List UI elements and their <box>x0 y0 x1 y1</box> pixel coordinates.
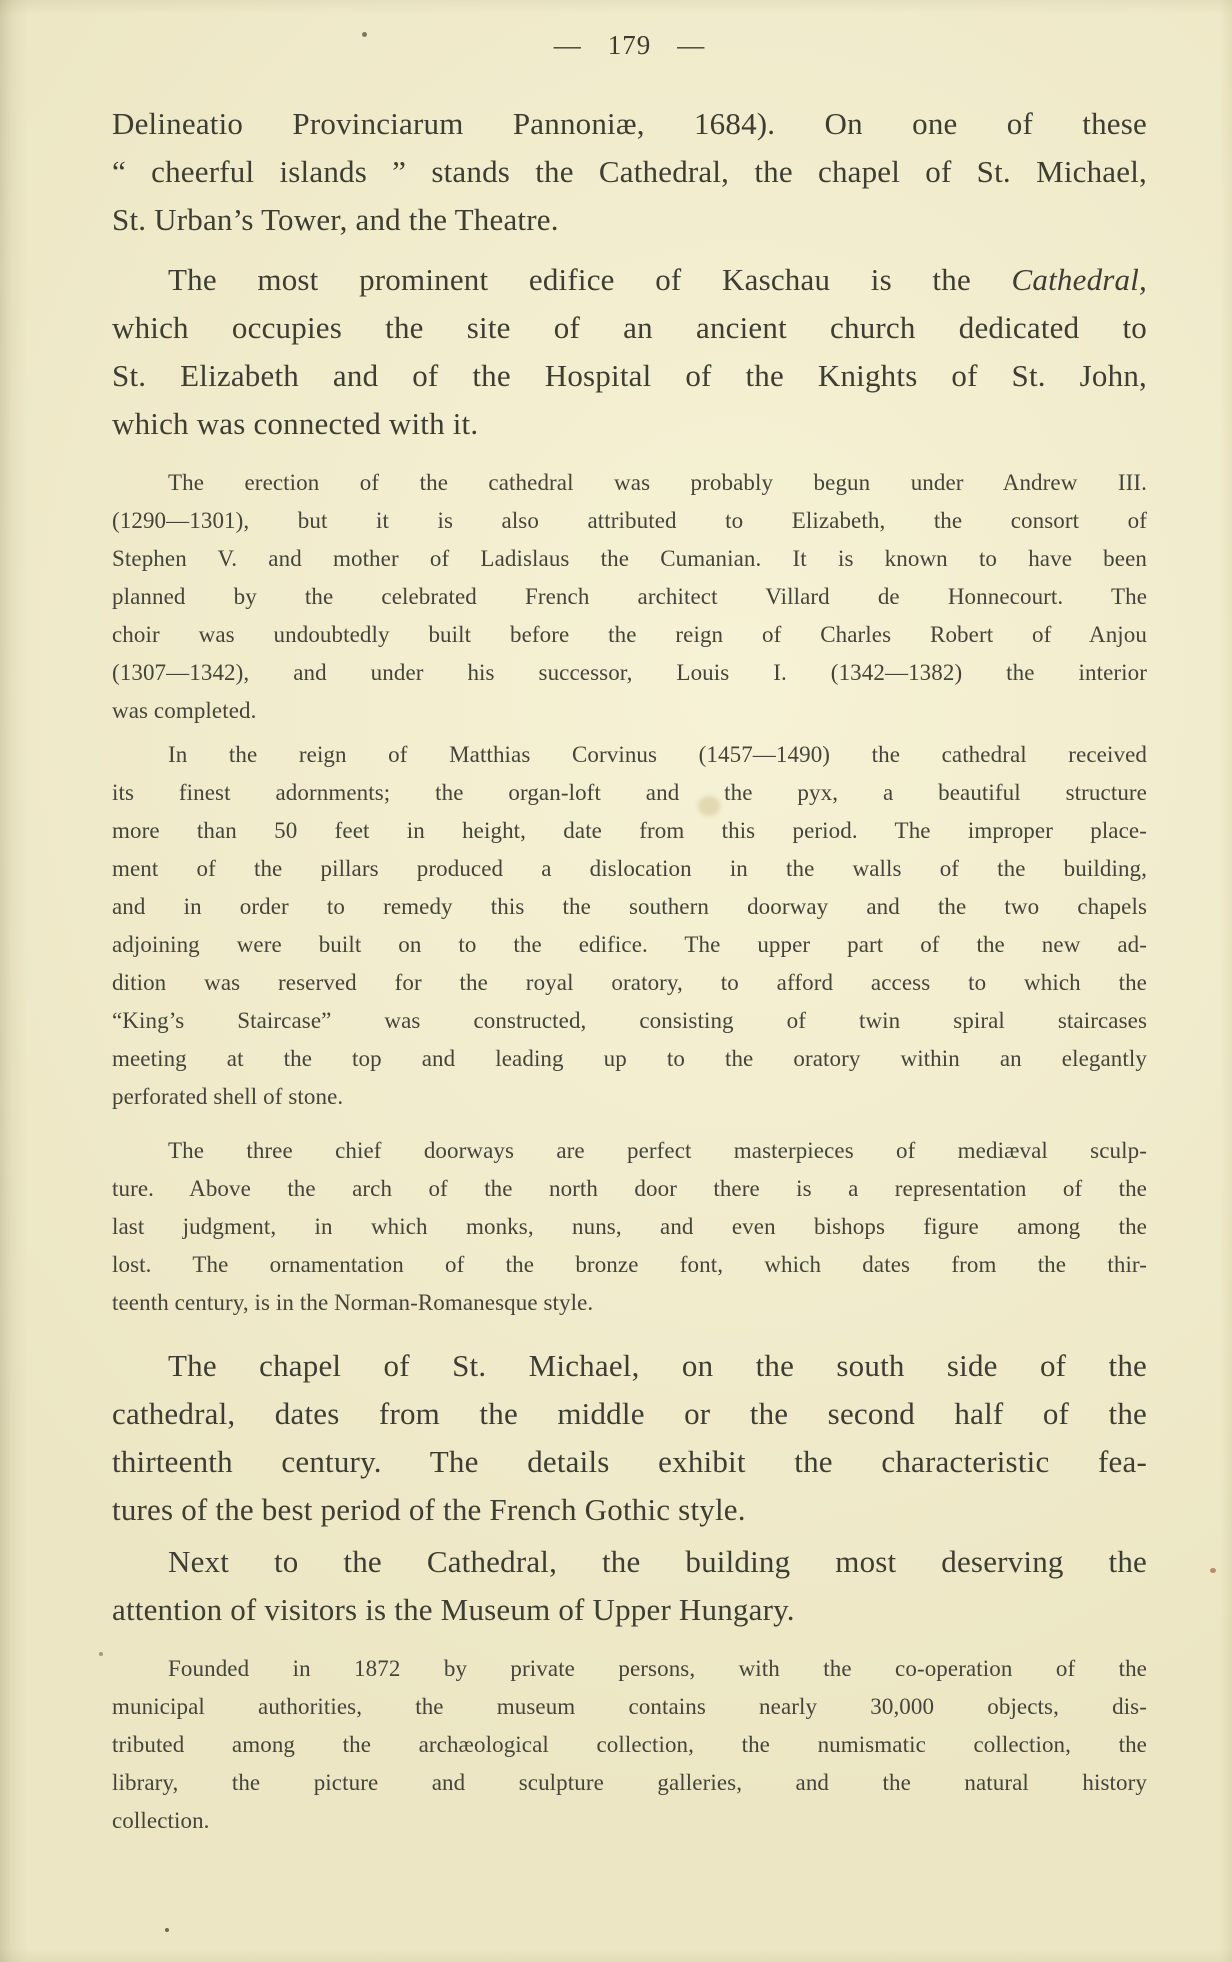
text-line: adjoining were built on to the edifice. The upper part of the new ad- <box>112 932 1147 957</box>
text-line: attention of visitors is the Museum of Upper Hungary. <box>112 1592 795 1627</box>
paragraph <box>112 736 1147 1116</box>
text-line: The three chief doorways are perfect masterpieces of mediæval sculp- <box>168 1138 1147 1163</box>
text-line: municipal authorities, the museum contains nearly 30,000 objects, dis- <box>112 1694 1147 1719</box>
page-number: 179 <box>607 30 652 60</box>
text-line: Founded in 1872 by private persons, with the co-operation of the <box>168 1656 1147 1681</box>
text-segment: The most prominent edifice of Kaschau is the <box>168 262 1012 297</box>
paragraph <box>112 256 1147 448</box>
text-line: which occupies the site of an ancient church dedicated to <box>112 310 1147 345</box>
text-line: tures of the best period of the French Gothic style. <box>112 1492 746 1527</box>
text-line: teenth century, is in the Norman-Romanesque style. <box>112 1290 594 1315</box>
paragraph <box>112 1650 1147 1840</box>
text-line: (1290—1301), but it is also attributed to Elizabeth, the consort of <box>112 508 1147 533</box>
text-line: ment of the pillars produced a dislocation in the walls of the building, <box>112 856 1147 881</box>
text-line: Delineatio Provinciarum Pannoniæ, 1684). On one of these <box>112 106 1147 141</box>
text-line: library, the picture and sculpture galleries, and the natural history <box>112 1770 1147 1795</box>
text-line: which was connected with it. <box>112 406 479 441</box>
text-line: dition was reserved for the royal oratory, to afford access to which the <box>112 970 1147 995</box>
scan-speck <box>1210 1568 1216 1573</box>
text-line: choir was undoubtedly built before the reign of Charles Robert of Anjou <box>112 622 1147 647</box>
text-line: and in order to remedy this the southern doorway and the two chapels <box>112 894 1147 919</box>
text-line: lost. The ornamentation of the bronze font, which dates from the thir- <box>112 1252 1147 1277</box>
text-line: The erection of the cathedral was probably begun under Andrew III. <box>168 470 1147 495</box>
text-line: perforated shell of stone. <box>112 1084 344 1109</box>
text-line: its finest adornments; the organ-loft and the pyx, a beautiful structure <box>112 780 1147 805</box>
text-line: thirteenth century. The details exhibit the characteristic fea- <box>112 1444 1147 1479</box>
header-dash-right: — <box>677 30 706 60</box>
text-line: The chapel of St. Michael, on the south side of the <box>168 1348 1147 1383</box>
paragraph <box>112 1538 1147 1634</box>
text-line: collection. <box>112 1808 210 1833</box>
text-line: “ cheerful islands ” stands the Cathedral, the chapel of St. Michael, <box>112 154 1147 189</box>
text-line <box>112 256 1147 304</box>
text-line: cathedral, dates from the middle or the second half of the <box>112 1396 1147 1431</box>
paragraph <box>112 1342 1147 1534</box>
text-line: planned by the celebrated French architect Villard de Honnecourt. The <box>112 584 1147 609</box>
paragraph <box>112 1132 1147 1322</box>
text-line: last judgment, in which monks, nuns, and even bishops figure among the <box>112 1214 1147 1239</box>
text-block <box>112 100 1147 1840</box>
text-line: tributed among the archæological collection, the numismatic collection, the <box>112 1732 1147 1757</box>
text-line: Stephen V. and mother of Ladislaus the Cumanian. It is known to have been <box>112 546 1147 571</box>
text-line: St. Elizabeth and of the Hospital of the Knights of St. John, <box>112 358 1147 393</box>
text-segment-italic: Cathedral, <box>1011 262 1147 297</box>
text-line: “King’s Staircase” was constructed, consisting of twin spiral staircases <box>112 1008 1147 1033</box>
text-line: ture. Above the arch of the north door there is a representation of the <box>112 1176 1147 1201</box>
text-line: was completed. <box>112 698 257 723</box>
scan-speck <box>165 1928 169 1932</box>
paragraph <box>112 100 1147 244</box>
text-line: In the reign of Matthias Corvinus (1457—1490) the cathedral received <box>168 742 1147 767</box>
text-line: St. Urban’s Tower, and the Theatre. <box>112 202 559 237</box>
paragraph <box>112 464 1147 730</box>
text-line: meeting at the top and leading up to the oratory within an elegantly <box>112 1046 1147 1071</box>
page-header <box>112 30 1147 61</box>
scan-speck <box>99 1652 103 1656</box>
text-line: Next to the Cathedral, the building most deserving the <box>168 1544 1147 1579</box>
header-dash-left: — <box>553 30 582 60</box>
text-line: more than 50 feet in height, date from this period. The improper place- <box>112 818 1147 843</box>
text-line: (1307—1342), and under his successor, Louis I. (1342—1382) the interior <box>112 660 1147 685</box>
